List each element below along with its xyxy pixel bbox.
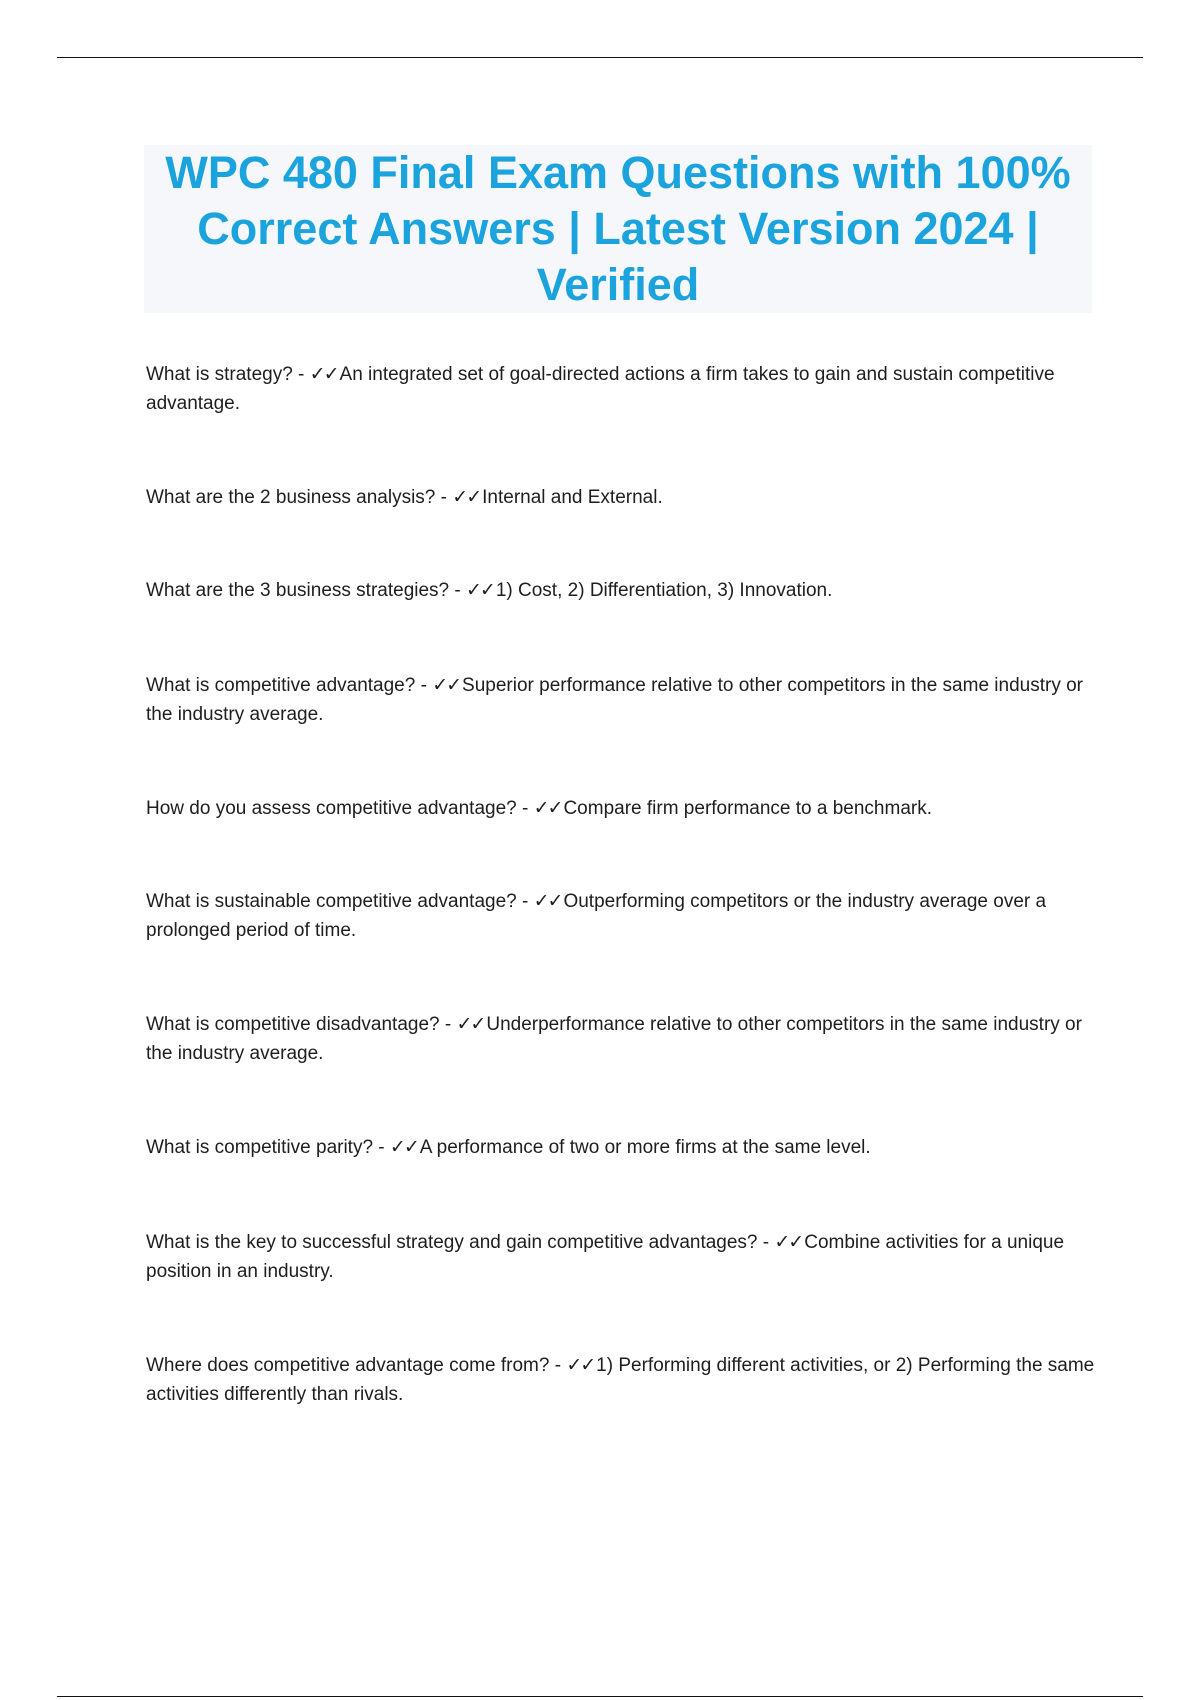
double-check-icon: ✓✓ <box>389 1136 418 1158</box>
answer-text: A performance of two or more firms at the same level. <box>419 1137 871 1158</box>
qa-item <box>146 1228 1096 1286</box>
answer-text: An integrated set of goal-directed actions a firm takes to gain and sustain competitive advantage. <box>146 364 1055 414</box>
answer-text: 1) Cost, 2) Differentiation, 3) Innovation. <box>495 580 833 601</box>
double-check-icon: ✓✓ <box>774 1231 803 1253</box>
title-banner <box>144 145 1092 313</box>
qa-item <box>146 1133 1096 1162</box>
double-check-icon: ✓✓ <box>533 797 562 819</box>
bottom-rule <box>57 1696 1143 1697</box>
question-text: How do you assess competitive advantage? <box>146 798 517 819</box>
separator: - <box>439 1014 457 1035</box>
question-text: What is sustainable competitive advantage? <box>146 891 517 912</box>
double-check-icon: ✓✓ <box>533 890 562 912</box>
double-check-icon: ✓✓ <box>456 1013 485 1035</box>
answer-text: 1) Performing different activities, or 2) Performing the same activities differently than rivals. <box>146 1355 1095 1405</box>
double-check-icon: ✓✓ <box>309 363 338 385</box>
answer-text: Superior performance relative to other competitors in the same industry or the industry average. <box>146 675 1083 725</box>
separator: - <box>516 798 534 819</box>
separator: - <box>757 1232 775 1253</box>
document-title: WPC 480 Final Exam Questions with 100% Correct Answers | Latest Version 2024 | Verified <box>165 147 1071 310</box>
qa-item <box>146 360 1096 418</box>
question-text: Where does competitive advantage come from? <box>146 1355 550 1376</box>
question-text: What is competitive advantage? <box>146 675 416 696</box>
qa-item <box>146 887 1096 945</box>
separator: - <box>516 891 534 912</box>
separator: - <box>449 580 466 601</box>
double-check-icon: ✓✓ <box>466 579 494 601</box>
double-check-icon: ✓✓ <box>432 674 461 696</box>
separator: - <box>292 364 310 385</box>
qa-item <box>146 576 1096 605</box>
separator: - <box>435 487 453 508</box>
qa-item <box>146 483 1096 512</box>
answer-text: Outperforming competitors or the industry average over a prolonged period of time. <box>146 891 1047 941</box>
question-text: What are the 3 business strategies? <box>146 580 450 601</box>
answer-text: Combine activities for a unique position in an industry. <box>146 1232 1065 1282</box>
question-text: What is strategy? <box>146 364 293 385</box>
question-text: What is competitive disadvantage? <box>146 1014 440 1035</box>
separator: - <box>373 1137 390 1158</box>
double-check-icon: ✓✓ <box>452 486 481 508</box>
qa-item <box>146 1351 1096 1409</box>
separator: - <box>415 675 433 696</box>
answer-text: Underperformance relative to other competitors in the same industry or the industry average. <box>146 1014 1082 1064</box>
double-check-icon: ✓✓ <box>566 1354 595 1376</box>
question-text: What is competitive parity? <box>146 1137 374 1158</box>
qa-item <box>146 794 1096 823</box>
top-rule <box>57 57 1143 58</box>
question-text: What is the key to successful strategy and gain competitive advantages? <box>146 1232 758 1253</box>
qa-item <box>146 671 1096 729</box>
question-text: What are the 2 business analysis? <box>146 487 436 508</box>
answer-text: Internal and External. <box>482 487 663 508</box>
qa-item <box>146 1010 1096 1068</box>
separator: - <box>549 1355 567 1376</box>
answer-text: Compare firm performance to a benchmark. <box>563 798 932 819</box>
